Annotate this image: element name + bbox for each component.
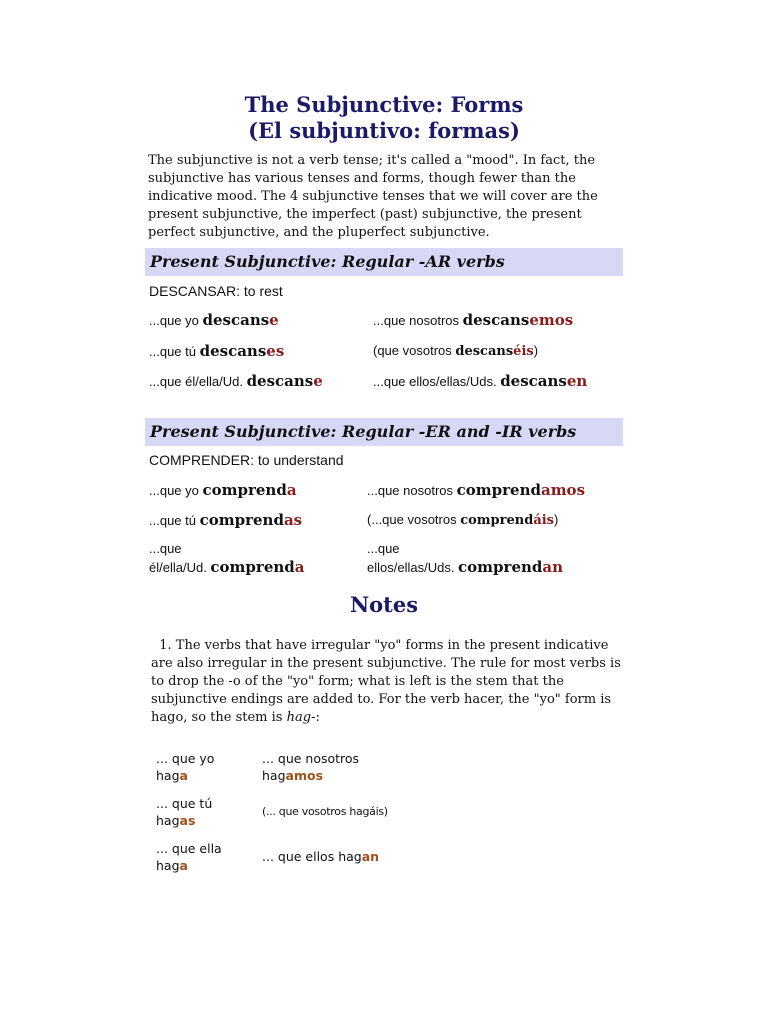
hacer-row-2-left [156, 795, 212, 829]
intro-paragraph: The subjunctive is not a verb tense; it's called a "mood". In fact, the subjunctive has various tenses and forms, though fewer than the indicative mood. The 4 subjunctive tenses that we will cover are the present subjunctive, the imperfect (past) subjunctive, the present perfect subjunctive, and the pluperfect subjunctive. [148, 153, 598, 240]
er-row-1-left [149, 481, 297, 500]
verb-stem: hag [156, 858, 180, 873]
title-line-1: The Subjunctive: Forms [244, 92, 524, 117]
verb-stem: comprend [199, 511, 284, 529]
pronoun: ellos/ellas/Uds. [367, 560, 459, 575]
notes-heading: Notes [349, 592, 419, 617]
er-row-1-right [367, 481, 585, 500]
verb-ending: a [286, 481, 297, 499]
closing-paren: ) [533, 343, 539, 358]
verb-stem: descans [462, 311, 530, 329]
closing-paren: ) [554, 512, 559, 527]
ar-row-2-left [149, 342, 284, 361]
er-row-2-left [149, 511, 302, 530]
verb-stem: hag [262, 768, 286, 783]
pronoun: él/ella/Ud. [149, 560, 211, 575]
verb-ending: éis [513, 344, 534, 359]
ar-row-1-right [373, 311, 573, 330]
hacer-row-2-right: (... que vosotros hagáis) [262, 805, 388, 818]
verb-ending: áis [533, 513, 554, 528]
pronoun: ... que ella [156, 841, 222, 856]
pronoun: ...que él/ella/Ud. [149, 374, 247, 389]
verb-stem: descans [455, 344, 514, 359]
note-text-end: -: [311, 710, 320, 725]
verb-stem: hag [338, 849, 362, 864]
ar-row-3-left [149, 372, 323, 391]
verb-ending: amos [540, 481, 586, 499]
verb-ending: an [542, 558, 564, 576]
pronoun: ...que ellos/ellas/Uds. [373, 374, 501, 389]
er-row-2-right [367, 511, 558, 530]
note-1-paragraph [151, 637, 621, 727]
ar-row-3-right [373, 372, 587, 391]
verb-ending: as [283, 511, 303, 529]
verb-stem: comprend [202, 481, 287, 499]
note-stem-italic: hag [286, 710, 312, 725]
hacer-row-1-right [262, 750, 359, 784]
pronoun: (que vosotros [373, 343, 456, 358]
pronoun: ...que yo [149, 313, 203, 328]
pronoun: ...que nosotros [367, 483, 457, 498]
pronoun: (...que vosotros [367, 512, 461, 527]
er-verb-definition: COMPRENDER: to understand [149, 452, 344, 468]
verb-stem: descans [246, 372, 314, 390]
page-title [0, 92, 768, 144]
verb-ending: a [179, 768, 188, 783]
verb-ending: a [294, 558, 305, 576]
hacer-row-3-right [262, 848, 379, 865]
er-row-3-right [367, 540, 563, 577]
er-row-3-left [149, 540, 305, 577]
ar-verb-definition: DESCANSAR: to rest [149, 283, 283, 299]
verb-ending: as [179, 813, 196, 828]
hacer-row-1-left [156, 750, 214, 784]
verb-stem: comprend [460, 513, 534, 528]
pronoun: ... que tú [156, 796, 213, 811]
verb-ending: emos [529, 311, 574, 329]
verb-ending: a [179, 858, 188, 873]
pronoun-line-1: ...que [367, 541, 400, 556]
verb-ending: es [266, 342, 285, 360]
verb-stem: descans [199, 342, 267, 360]
pronoun: ...que tú [149, 513, 200, 528]
verb-ending: en [566, 372, 588, 390]
hacer-row-3-left [156, 840, 222, 874]
pronoun: ... que ellos [262, 849, 339, 864]
verb-stem: comprend [458, 558, 543, 576]
pronoun: ...que nosotros [373, 313, 463, 328]
ar-row-1-left [149, 311, 279, 330]
pronoun: ... que nosotros [262, 751, 360, 766]
note-text: 1. The verbs that have irregular "yo" forms in the present indicative are also irregular in the present subjunctive. The rule for most verbs is to drop the -o of the "yo" form; what is left is the stem that the subjunctive endings are added to. For the verb hacer, the "yo" form is hago, so the stem is [151, 638, 621, 725]
pronoun: ...que yo [149, 483, 203, 498]
verb-stem: hag [156, 813, 180, 828]
verb-stem: comprend [210, 558, 295, 576]
er-ir-section-heading: Present Subjunctive: Regular -ER and -IR verbs [145, 418, 623, 446]
verb-ending: an [361, 849, 380, 864]
verb-stem: hag [156, 768, 180, 783]
verb-stem: descans [202, 311, 270, 329]
verb-ending: e [269, 311, 279, 329]
ar-row-2-right [373, 342, 538, 361]
verb-ending: e [313, 372, 323, 390]
verb-stem: descans [500, 372, 567, 390]
verb-stem: comprend [456, 481, 541, 499]
verb-ending: amos [285, 768, 324, 783]
pronoun: ...que tú [149, 344, 200, 359]
pronoun-line-1: ...que [149, 541, 182, 556]
title-line-2: (El subjuntivo: formas) [248, 118, 520, 143]
pronoun: ... que yo [156, 751, 215, 766]
ar-section-heading: Present Subjunctive: Regular -AR verbs [145, 248, 623, 276]
